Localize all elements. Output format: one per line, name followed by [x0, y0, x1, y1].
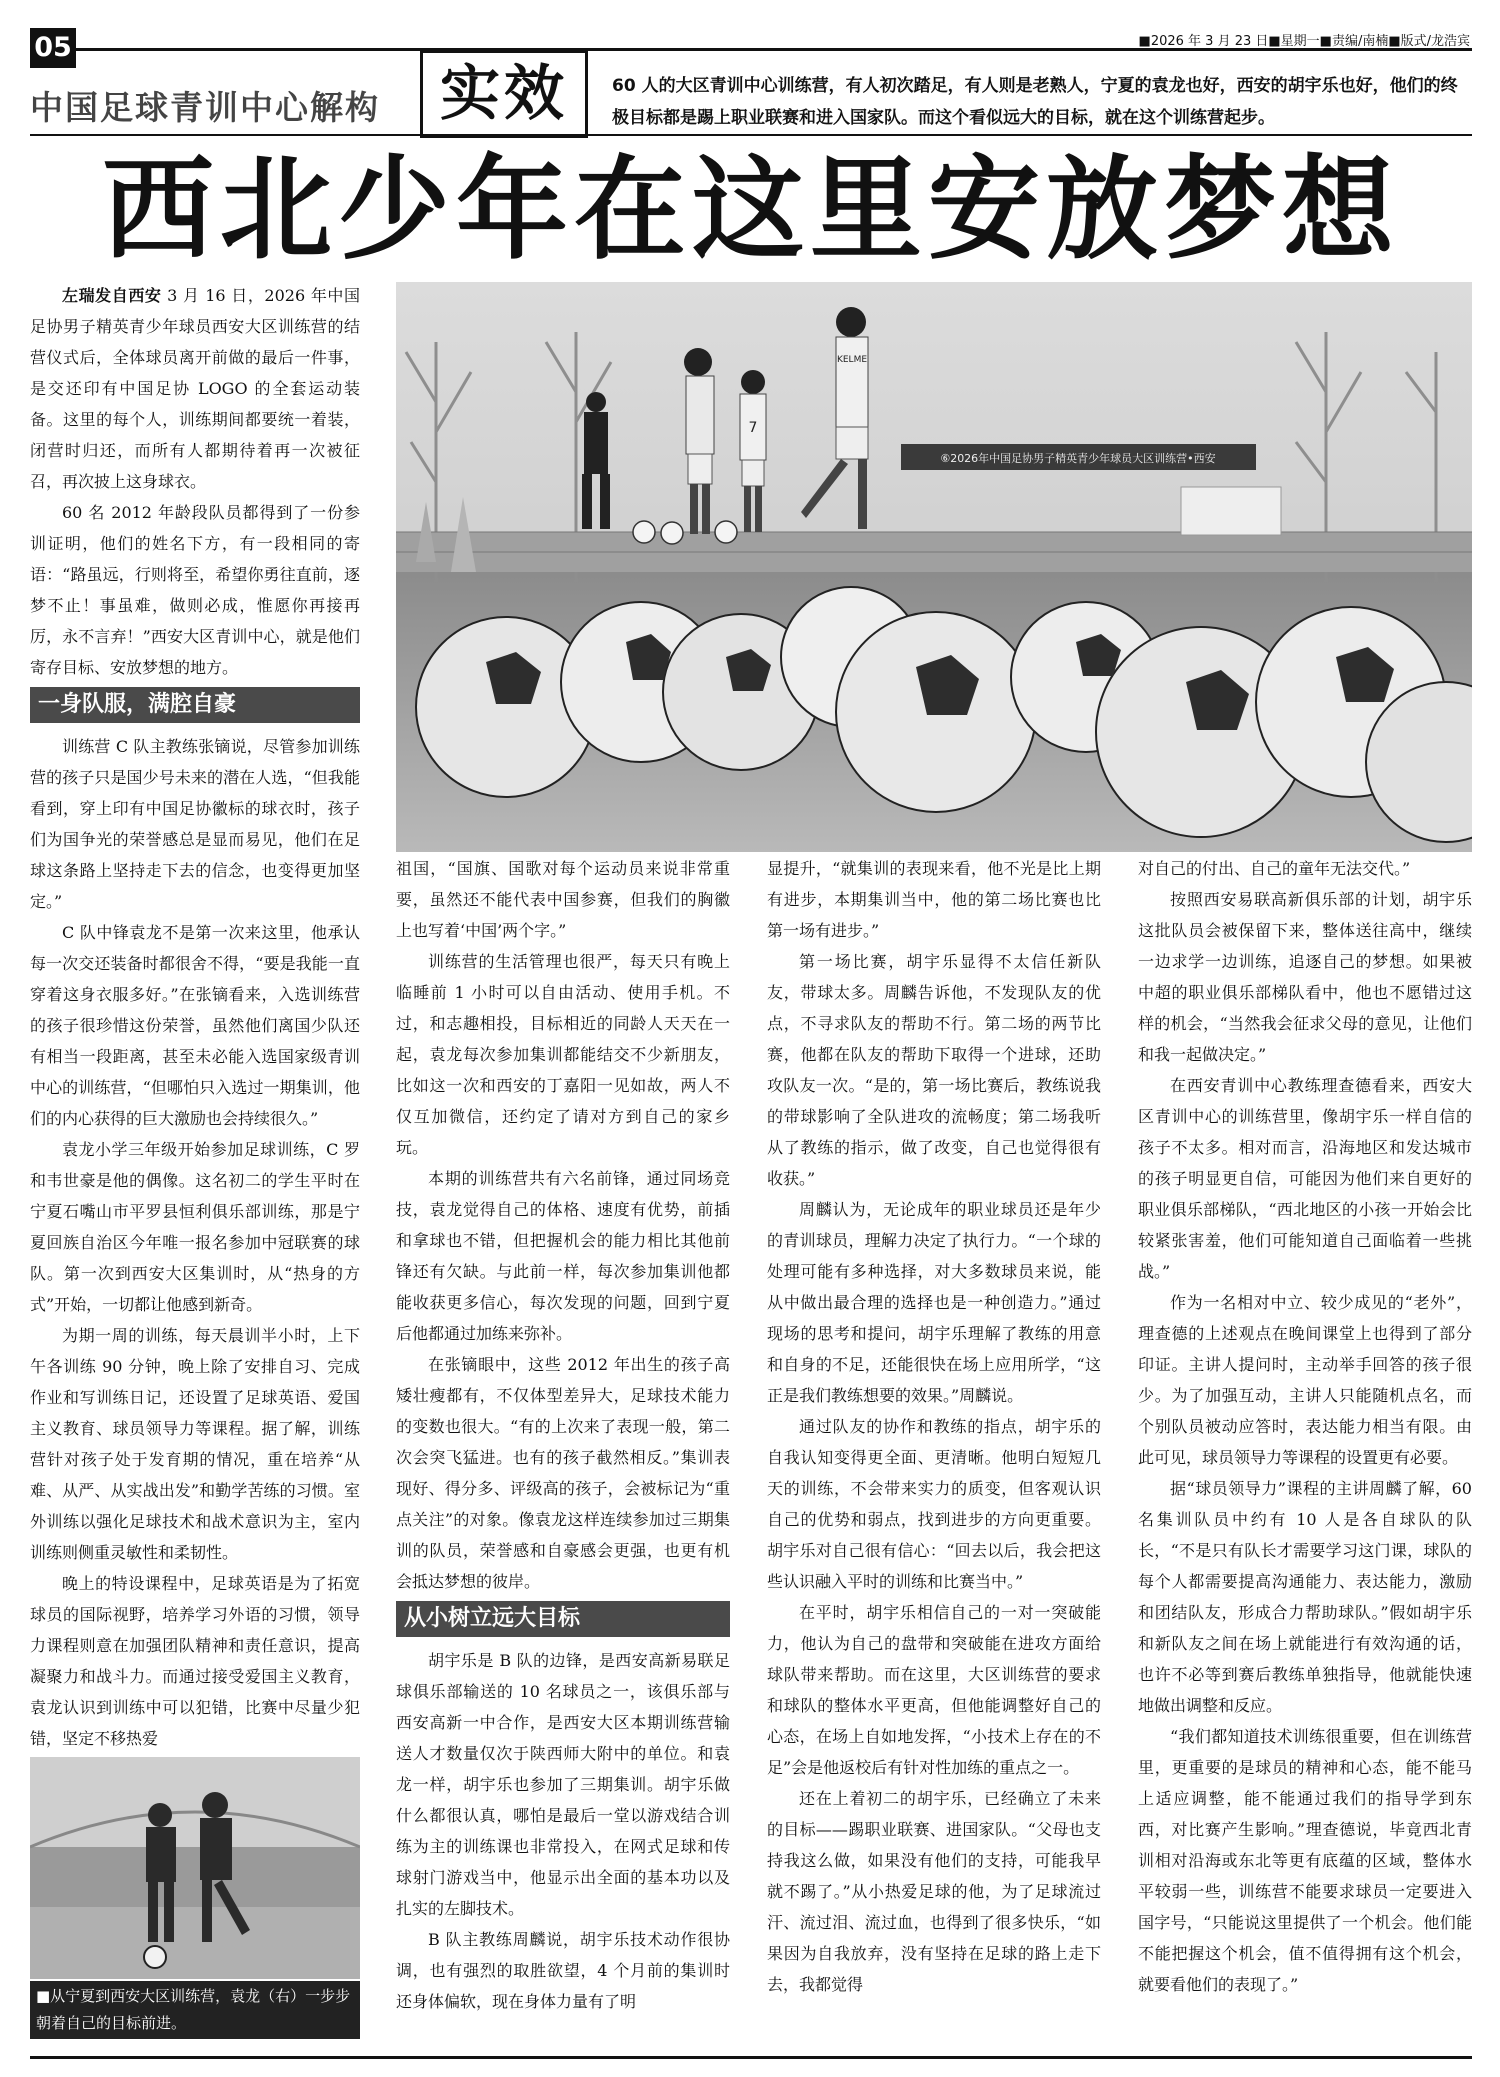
paragraph: 60 名 2012 年龄段队员都得到了一份参训证明，他们的姓名下方，有一段相同的寄语：“路虽远，行则将至，希望你勇往直前，逐梦不止！事虽难，做则必成，惟愿你再接再厉，永不言弃！”西安大区青训中心，就是他们寄存目标、安放梦想的地方。 — [30, 503, 360, 677]
paragraph: 在平时，胡宇乐相信自己的一对一突破能力，他认为自己的盘带和突破能在进攻方面给球队带来帮助。而在这里，大区训练营的要求和球队的整体水平更高，但他能调整好自己的心态，在场上自如地发挥，“小技术上存在的不足”会是他返校后有针对性加练的重点之一。 — [767, 1603, 1101, 1777]
column-4 — [1138, 853, 1472, 2000]
dateline: ■2026 年 3 月 23 日■星期一■责编/南楠■版式/龙浩宾 — [1138, 34, 1470, 49]
paragraph: 第一场比赛，胡宇乐显得不太信任新队友，带球太多。周麟告诉他，不发现队友的优点，不寻求队友的帮助不行。第二场的两节比赛，他都在队友的帮助下取得一个进球，还助攻队友一次。“是的，第一场比赛后，教练说我的带球影响了全队进攻的流畅度；第二场我听从了教练的指示，做了改变，自己也觉得很有收获。” — [767, 952, 1101, 1188]
paragraph: 据“球员领导力”课程的主讲周麟了解，60 名集训队员中约有 10 人是各自球队的队长，“不是只有队长才需要学习这门课，球队的每个人都需要提高沟通能力、表达能力，激励和团结队友，形成合力帮助球队。”假如胡宇乐和新队友之间在场上就能进行有效沟通的话，也许不必等到赛后教练单独指导，他就能快速地做出调整和反应。 — [1138, 1479, 1472, 1715]
section-badge: 实效 — [420, 50, 588, 138]
paragraph: C 队中锋袁龙不是第一次来这里，他承认每一次交还装备时都很舍不得，“要是我能一直穿着这身衣服多好。”在张镝看来，入选训练营的孩子很珍惜这份荣誉，虽然他们离国少队还有相当一段距离，甚至未必能入选国家级青训中心的训练营，“但哪怕只入选过一期集训，他们的内心获得的巨大激励也会持续很久。” — [30, 923, 360, 1128]
paragraph: 训练营 C 队主教练张镝说，尽管参加训练营的孩子只是国少号未来的潜在人选，“但我能看到，穿上印有中国足协徽标的球衣时，孩子们为国争光的荣誉感总是显而易见，他们在足球这条路上坚持走下去的信念，也变得更加坚定。” — [30, 737, 360, 911]
subhead-2: 从小树立远大目标 — [396, 1601, 730, 1637]
section-title: 中国足球青训中心解构 — [30, 88, 380, 127]
paragraph: 本期的训练营共有六名前锋，通过同场竞技，袁龙觉得自己的体格、速度有优势，前插和拿球也不错，但把握机会的能力相比其他前锋还有欠缺。与此前一样，每次参加集训他都能收获更多信心，每次发现的问题，回到宁夏后他都通过加练来弥补。 — [396, 1169, 730, 1343]
paragraph: 显提升，“就集训的表现来看，他不光是比上期有进步，本期集训当中，他的第二场比赛也比第一场有进步。” — [767, 859, 1101, 940]
photo-caption: ■从宁夏到西安大区训练营，袁龙（右）一步步朝着自己的目标前进。 — [30, 1981, 360, 2039]
paragraph: 周麟认为，无论成年的职业球员还是年少的青训球员，理解力决定了执行力。“一个球的处理可能有多种选择，对大多数球员来说，能从中做出最合理的选择也是一种创造力。”通过现场的思考和提问，胡宇乐理解了教练的用意和自身的不足，还能很快在场上应用所学，“这正是我们教练想要的效果。”周麟说。 — [767, 1200, 1101, 1405]
jersey-text: KELME — [836, 355, 868, 365]
column-1 — [30, 280, 360, 1754]
paragraph: 训练营的生活管理也很严，每天只有晚上临睡前 1 小时可以自由活动、使用手机。不过，和志趣相投，目标相近的同龄人天天在一起，袁龙每次参加集训都能结交不少新朋友，比如这一次和西安的丁嘉阳一见如故，两人不仅互加微信，还约定了请对方到自己的家乡玩。 — [396, 952, 730, 1157]
intro-text: 60 人的大区青训中心训练营，有人初次踏足，有人则是老熟人，宁夏的袁龙也好，西安的胡宇乐也好，他们的终极目标都是踢上职业联赛和进入国家队。而这个看似远大的目标，就在这个训练营起步。 — [612, 76, 1458, 128]
main-photo-training — [396, 282, 1472, 852]
column-2 — [396, 853, 730, 2017]
paragraph: 袁龙小学三年级开始参加足球训练，C 罗和韦世豪是他的偶像。这名初二的学生平时在宁夏石嘴山市平罗县恒利俱乐部训练，那是宁夏回族自治区今年唯一报名参加中冠联赛的球队。第一次到西安大区集训时，从“热身的方式”开始，一切都让他感到新奇。 — [30, 1140, 360, 1314]
banner-text: ⑥2026年中国足协男子精英青少年球员大区训练营•西安 — [940, 452, 1216, 465]
paragraph: 胡宇乐是 B 队的边锋，是西安高新易联足球俱乐部输送的 10 名球员之一，该俱乐部与西安高新一中合作，是西安大区本期训练营输送人才数量仅次于陕西师大附中的单位。和袁龙一样，胡宇乐也参加了三期集训。胡宇乐做什么都很认真，哪怕是最后一堂以游戏结合训练为主的训练课也非常投入，在网式足球和传球射门游戏当中，他显示出全面的基本功以及扎实的左脚技术。 — [396, 1651, 730, 1918]
paragraph: 还在上着初二的胡宇乐，已经确立了未来的目标——踢职业联赛、进国家队。“父母也支持我这么做，如果没有他们的支持，可能我早就不踢了。”从小热爱足球的他，为了足球流过汗、流过泪、流过血，也得到了很多快乐，“如果因为自我放弃，没有坚持在足球的路上走下去，我都觉得 — [767, 1789, 1101, 1994]
headline: 西北少年在这里安放梦想 — [102, 144, 1400, 275]
column-3 — [767, 853, 1101, 2000]
side-photo-players — [30, 1757, 360, 1979]
paragraph: 3 月 16 日，2026 年中国足协男子精英青少年球员西安大区训练营的结营仪式后，全体球员离开前做的最后一件事，是交还印有中国足协 LOGO 的全套运动装备。这里的每个人，训练期间都要统一着装，闭营时归还，而所有人都期待着再一次被征召，再次披上这身球衣。 — [30, 286, 360, 491]
paragraph: 对自己的付出、自己的童年无法交代。” — [1138, 859, 1411, 878]
svg-text:7: 7 — [748, 420, 758, 436]
paragraph: 按照西安易联高新俱乐部的计划，胡宇乐这批队员会被保留下来，整体送往高中，继续一边求学一边训练，追逐自己的梦想。如果被中超的职业俱乐部梯队看中，他也不愿错过这样的机会，“当然我会征求父母的意见，让他们和我一起做决定。” — [1138, 890, 1472, 1064]
paragraph: 晚上的特设课程中，足球英语是为了拓宽球员的国际视野，培养学习外语的习惯，领导力课程则意在加强团队精神和责任意识，提高凝聚力和战斗力。而通过接受爱国主义教育，袁龙认识到训练中可以犯错，比赛中尽量少犯错，坚定不移热爱 — [30, 1574, 360, 1748]
footer-rule — [30, 2056, 1472, 2059]
subhead-1: 一身队服，满腔自豪 — [30, 687, 360, 723]
header-under-rule — [30, 134, 1472, 136]
paragraph: 在西安青训中心教练理查德看来，西安大区青训中心的训练营里，像胡宇乐一样自信的孩子不太多。相对而言，沿海地区和发达城市的孩子明显更自信，可能因为他们来自更好的职业俱乐部梯队，“西北地区的小孩一开始会比较紧张害羞，他们可能知道自己面临着一些挑战。” — [1138, 1076, 1472, 1281]
paragraph: “我们都知道技术训练很重要，但在训练营里，更重要的是球员的精神和心态，能不能马上适应调整，能不能通过我们的指导学到东西，对比赛产生影响。”理查德说，毕竟西北青训相对沿海或东北等更有底蕴的区域，整体水平较弱一些，训练营不能要求球员一定要进入国字号，“只能说这里提供了一个机会。他们能不能把握这个机会，值不值得拥有这个机会，就要看他们的表现了。” — [1138, 1727, 1472, 1994]
byline: 左瑞发自西安 — [62, 286, 162, 305]
paragraph: B 队主教练周麟说，胡宇乐技术动作很协调，也有强烈的取胜欲望，4 个月前的集训时还身体偏软，现在身体力量有了明 — [396, 1930, 730, 2011]
paragraph: 作为一名相对中立、较少成见的“老外”，理查德的上述观点在晚间课堂上也得到了部分印证。主讲人提问时，主动举手回答的孩子很少。为了加强互动，主讲人只能随机点名，而个别队员被动应答时，表达能力相当有限。由此可见，球员领导力等课程的设置更有必要。 — [1138, 1293, 1472, 1467]
paragraph: 为期一周的训练，每天晨训半小时，上下午各训练 90 分钟，晚上除了安排自习、完成作业和写训练日记，还设置了足球英语、爱国主义教育、球员领导力等课程。据了解，训练营针对孩子处于发育期的情况，重在培养“从难、从严、从实战出发”和勤学苦练的习惯。室外训练以强化足球技术和战术意识为主，室内训练则侧重灵敏性和柔韧性。 — [30, 1326, 360, 1562]
paragraph: 通过队友的协作和教练的指点，胡宇乐的自我认知变得更全面、更清晰。他明白短短几天的训练，不会带来实力的质变，但客观认识自己的优势和弱点，找到进步的方向更重要。胡宇乐对自己很有信心：“回去以后，我会把这些认识融入平时的训练和比赛当中。” — [767, 1417, 1101, 1591]
paragraph: 祖国，“国旗、国歌对每个运动员来说非常重要，虽然还不能代表中国参赛，但我们的胸徽上也写着‘中国’两个字。” — [396, 859, 730, 940]
paragraph: 在张镝眼中，这些 2012 年出生的孩子高矮壮瘦都有，不仅体型差异大，足球技术能力的变数也很大。“有的上次来了表现一般，第二次会突飞猛进。也有的孩子截然相反。”集训表现好、得分多、评级高的孩子，会被标记为“重点关注”的对象。像袁龙这样连续参加过三期集训的队员，荣誉感和自豪感会更强，也更有机会抵达梦想的彼岸。 — [396, 1355, 730, 1591]
page-number: 05 — [30, 28, 76, 68]
